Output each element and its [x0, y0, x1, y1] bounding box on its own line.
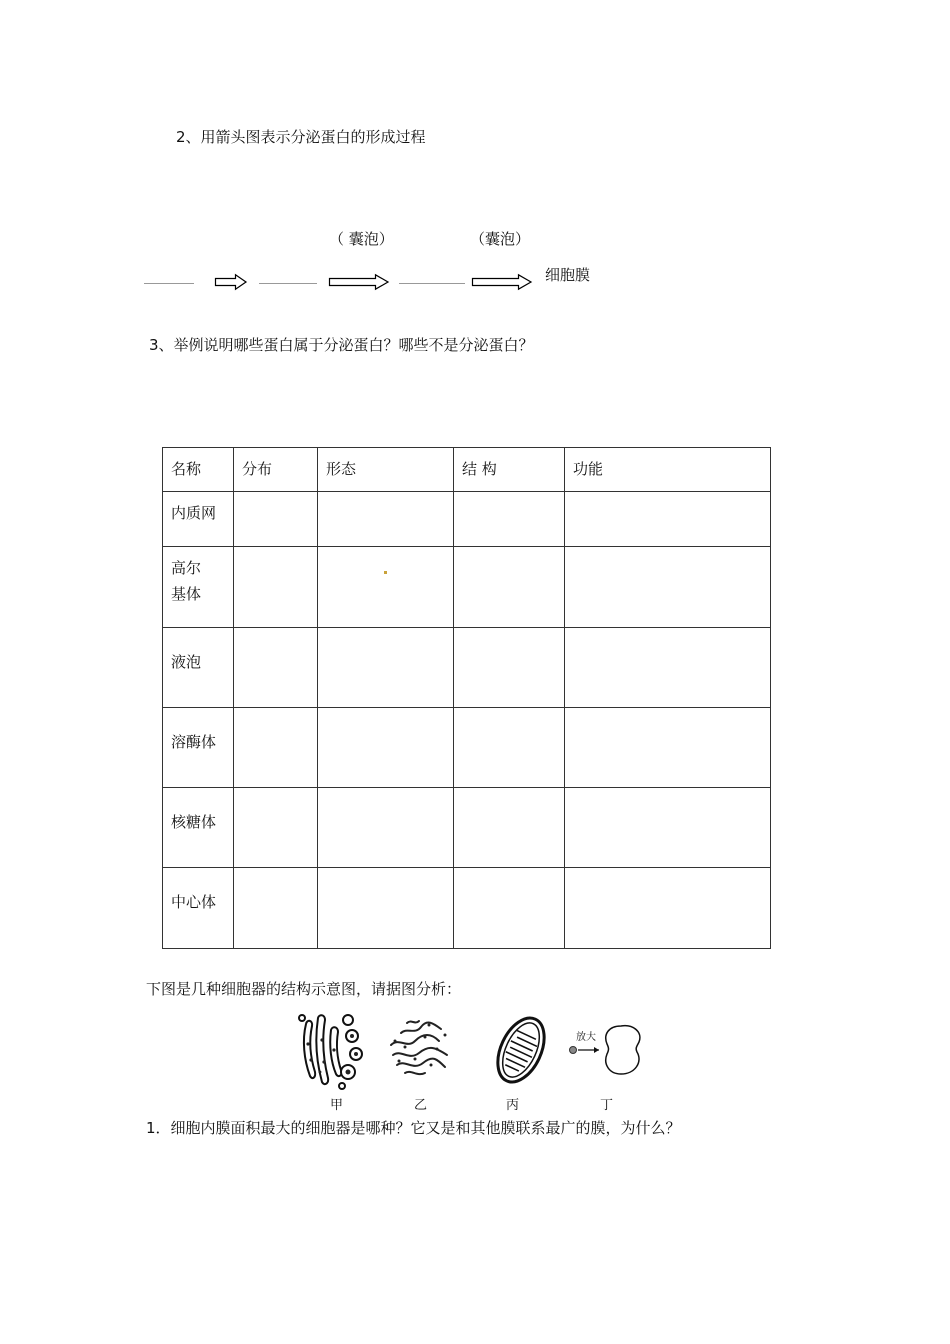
flow-end-cell-membrane: 细胞膜: [545, 266, 591, 284]
row-name: 高尔 基体: [163, 547, 234, 628]
table-row: [163, 547, 771, 628]
figure-intro: 下图是几种细胞器的结构示意图，请据图分析：: [146, 980, 462, 998]
table-row: [163, 788, 771, 868]
question-3: 3、举例说明哪些蛋白属于分泌蛋白？哪些不是分泌蛋白？: [149, 336, 534, 354]
figure-label-a: 甲: [330, 1098, 344, 1113]
flow-arrow-1: [215, 274, 247, 290]
table-row: [163, 492, 771, 547]
figure-label-d: 丁: [600, 1098, 614, 1113]
organelle-table: [162, 447, 771, 949]
row-name: 液泡: [163, 628, 234, 708]
flow-blank-2: [259, 283, 317, 284]
organelle-figure-a: [298, 1010, 368, 1090]
magnify-label: 放大: [576, 1032, 596, 1043]
header-structure: 结 构: [454, 448, 565, 492]
figure-label-b: 乙: [414, 1098, 428, 1113]
flow-label-vesicle-1: （ 囊泡）: [329, 230, 394, 248]
question-2: 2、用箭头图表示分泌蛋白的形成过程: [176, 128, 426, 146]
table-row: [163, 628, 771, 708]
header-shape: 形态: [318, 448, 454, 492]
row-name: 内质网: [163, 492, 234, 547]
row-name: 中心体: [163, 868, 234, 949]
header-distribution: 分布: [234, 448, 318, 492]
organelle-figure-b: [385, 1015, 455, 1080]
row-name: 溶酶体: [163, 708, 234, 788]
table-row: [163, 868, 771, 949]
organelle-figure-d: [565, 1018, 647, 1080]
question-1: 1．细胞内膜面积最大的细胞器是哪种？它又是和其他膜联系最广的膜，为什么？: [146, 1119, 681, 1137]
organelle-figure-c: [490, 1010, 552, 1088]
flow-arrow-2: [329, 274, 389, 290]
stray-dot-mark: [384, 571, 387, 574]
row-name: 核糖体: [163, 788, 234, 868]
header-name: 名称: [163, 448, 234, 492]
table-row: [163, 708, 771, 788]
figure-label-c: 丙: [506, 1098, 520, 1113]
table-header-row: [163, 448, 771, 492]
flow-blank-3: [399, 283, 465, 284]
header-function: 功能: [565, 448, 771, 492]
flow-blank-1: [144, 283, 194, 284]
flow-label-vesicle-2: （囊泡）: [470, 230, 531, 248]
flow-arrow-3: [472, 274, 532, 290]
